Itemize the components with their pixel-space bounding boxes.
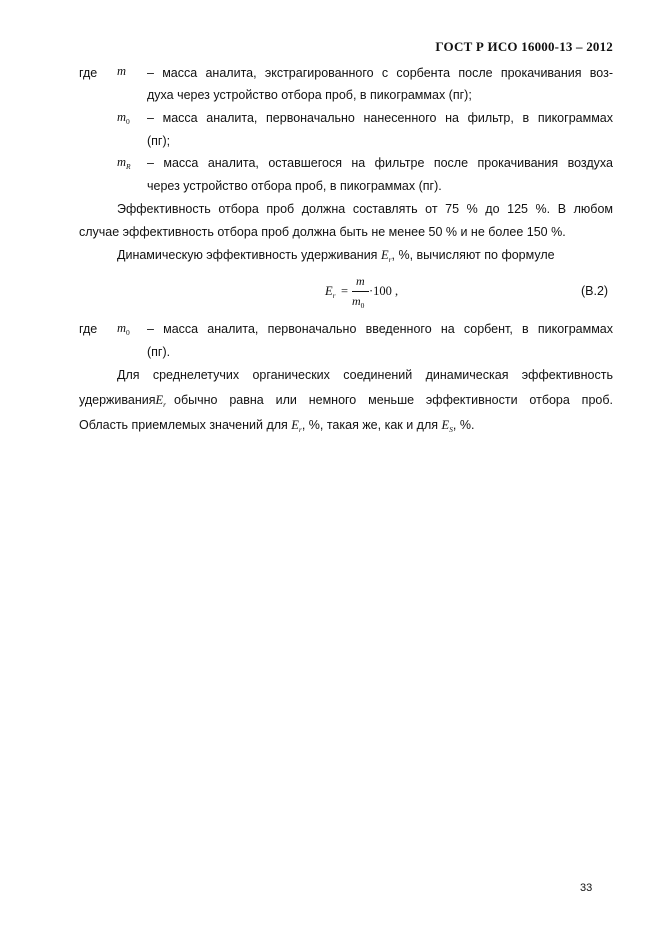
definition-m0-line1: – масса аналита, первоначально нанесенного на фильтр, в пикограммах	[147, 111, 613, 125]
definition-mR-line2: через устройство отбора проб, в пикограммах (пг).	[147, 179, 442, 193]
symbol-m: m	[117, 64, 127, 78]
where-label-2: где	[79, 322, 98, 336]
formula-denominator: $m_0$	[352, 294, 365, 310]
definition-m-line2: духа через устройство отбора проб, в пикограммах (пг);	[147, 88, 472, 102]
where-label: где	[79, 66, 98, 80]
paragraph-svoc-line3: Область приемлемых значений для $E_r$, %, такая же, как и для $E_S$, %.	[79, 418, 475, 434]
document-header: ГОСТ Р ИСО 16000-13 – 2012	[435, 39, 613, 54]
definition-m0b-line1: – масса аналита, первоначально введенного на сорбент, в пикограммах	[147, 322, 613, 336]
formula-equals: =	[341, 284, 349, 298]
definition-mR-line1: – масса аналита, оставшегося на фильтре после прокачивания воздуха	[147, 156, 613, 170]
symbol-m0: $m_0$	[117, 110, 130, 126]
definition-m-line1: – масса аналита, экстрагированного с сорбента после прокачивания воз-	[147, 66, 613, 80]
symbol-m0-2: $m_0$	[117, 321, 130, 337]
definition-m0-line2: (пг);	[147, 134, 171, 148]
formula-label: (В.2)	[581, 284, 609, 298]
symbol-Er-3: $E_r$	[291, 418, 302, 434]
symbol-Es: $E_S$	[441, 418, 453, 434]
formula-numerator: m	[356, 274, 365, 288]
paragraph-sampling-line2: случае эффективность отбора проб должна быть не менее 50 % и не более 150 %.	[79, 225, 566, 239]
paragraph-sampling-line1: Эффективность отбора проб должна составлять от 75 % до 125 %. В любом	[117, 202, 613, 216]
definition-m0b-line2: (пг).	[147, 345, 171, 359]
page-number: 33	[580, 882, 593, 894]
formula-multiplier: ·100 ,	[369, 284, 399, 298]
paragraph-svoc-line2: удерживания $E_r$ обычно равна или немного меньше эффективности отбора проб.	[79, 393, 613, 409]
symbol-Er-2: $E_r$	[155, 393, 167, 409]
symbol-Er: $E_r$	[380, 248, 392, 264]
symbol-mR: $m_R$	[117, 155, 131, 171]
formula-lhs: $E_r$	[325, 284, 336, 300]
paragraph-dynamic: Динамическую эффективность удерживания $E_r$, %, вычисляют по формуле	[117, 248, 555, 264]
fraction-bar	[352, 291, 369, 292]
paragraph-svoc-line1: Для среднелетучих органических соединений динамическая эффективность	[117, 368, 613, 382]
